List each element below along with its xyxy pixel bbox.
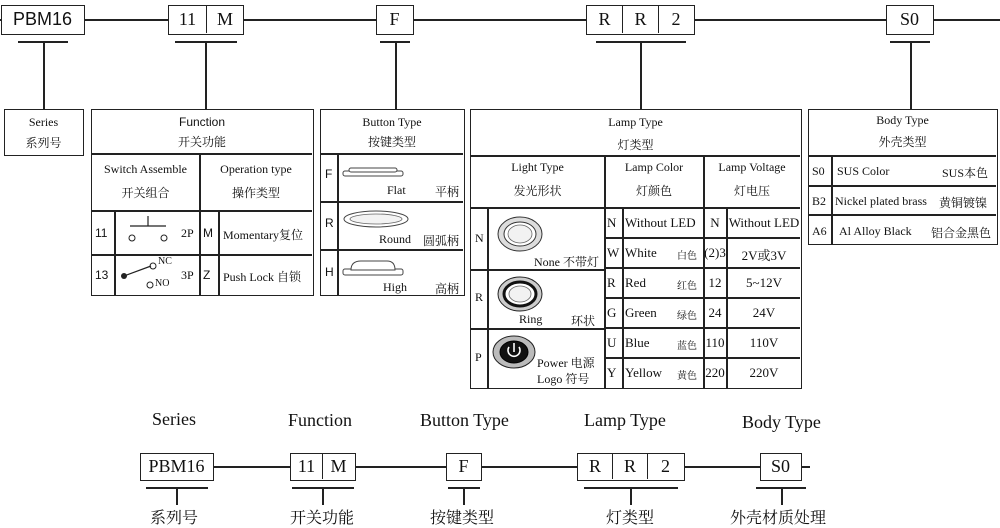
color-cn: 白色 (677, 251, 697, 262)
ring-light-icon (495, 274, 545, 314)
function-col2-en: Operation type (220, 162, 292, 176)
divider (809, 185, 996, 187)
divider (604, 267, 800, 269)
function-panel (91, 109, 314, 296)
color-cn: 蓝色 (677, 341, 697, 352)
button-row-code: F (325, 167, 333, 181)
contact-nc-label: NC (158, 256, 172, 267)
legend-button-en: Button Type (420, 410, 509, 430)
code-function-box (168, 5, 244, 35)
button-row-code: H (325, 265, 334, 279)
light-row-label-en: Ring (519, 312, 543, 326)
voltage-code: 220 (705, 365, 725, 380)
divider (321, 249, 463, 251)
code-button: F (389, 9, 400, 29)
legend-function-box (290, 453, 356, 481)
light-row-code: R (475, 290, 484, 304)
button-connector (395, 41, 397, 109)
legend-code-body: S0 (770, 456, 790, 476)
voltage-code: (2)3 (704, 245, 726, 260)
color-code: Y (607, 365, 617, 380)
light-row-label: None 不带灯 (534, 255, 599, 269)
body-title-cn: 外壳类型 (878, 135, 927, 149)
voltage-value: 220V (749, 365, 779, 380)
legend-lamp-cn: 灯类型 (606, 510, 655, 527)
legend-series-box (140, 453, 214, 481)
function-connector (205, 41, 207, 109)
button-row-en: Flat (387, 183, 406, 197)
color-code: W (607, 245, 620, 260)
function-row-code: 13 (95, 268, 109, 282)
code-lamp-box (586, 5, 695, 35)
function-col1-cn: 开关组合 (121, 186, 170, 200)
voltage-title-en: Lamp Voltage (718, 160, 786, 174)
light-row-label-b: Logo 符号 (537, 372, 590, 386)
voltage-value: 24V (752, 305, 776, 320)
divider (809, 214, 996, 216)
legend-series-en: Series (152, 409, 196, 429)
legend-connector (630, 487, 632, 505)
divider (604, 357, 800, 359)
color-title-cn: 灯颜色 (635, 184, 672, 198)
body-panel (808, 109, 998, 245)
body-row-cn: SUS本色 (942, 166, 989, 180)
color-cn: 绿色 (677, 311, 697, 322)
light-row-code: N (475, 231, 484, 245)
divider (337, 153, 339, 295)
color-en: Without LED (625, 215, 696, 230)
body-row-en: SUS Color (837, 164, 890, 178)
legend-button-cn: 按键类型 (430, 510, 495, 527)
function-row-poles: 2P (181, 226, 194, 240)
legend-code-function-1: 11 (291, 454, 323, 479)
color-code: U (607, 335, 617, 350)
legend-code-function-2: M (330, 456, 347, 476)
code-series: PBM16 (12, 9, 73, 29)
function-col2-cn: 操作类型 (231, 186, 280, 200)
series-panel (4, 109, 84, 156)
button-panel (320, 109, 465, 296)
series-connector (43, 41, 45, 109)
high-button-icon (341, 256, 405, 280)
contact-no-label: NO (155, 278, 170, 289)
divider (92, 153, 312, 155)
function-row-op-code: M (203, 226, 213, 240)
color-code: G (607, 305, 617, 320)
code-body: S0 (899, 9, 919, 29)
round-button-icon (341, 206, 411, 230)
legend-code-series: PBM16 (148, 456, 205, 476)
body-title-en: Body Type (876, 113, 929, 127)
legend-series-cn: 系列号 (150, 510, 199, 527)
function-row-op-code: Z (203, 268, 211, 282)
button-row-code: R (325, 216, 334, 230)
legend-lamp-box (577, 453, 685, 481)
button-title-en: Button Type (362, 115, 422, 129)
code-function-1: 11 (169, 6, 207, 33)
light-row-label-a: Power 电源 (537, 356, 595, 370)
voltage-code: 110 (705, 335, 725, 350)
function-row-op-label: Momentary复位 (223, 228, 303, 242)
lamp-title-en: Lamp Type (608, 115, 663, 129)
color-en: White (625, 245, 657, 260)
color-cn: 红色 (677, 281, 697, 292)
divider (604, 207, 800, 209)
body-row-cn: 黄铜镀镍 (939, 196, 988, 210)
switch-2p-icon (120, 212, 180, 252)
flat-button-icon (341, 162, 405, 182)
button-title-cn: 按键类型 (367, 135, 416, 149)
color-code: R (607, 275, 616, 290)
legend-code-lamp-1: R (578, 454, 613, 479)
color-en: Green (625, 305, 657, 320)
voltage-value: 110V (749, 335, 779, 350)
voltage-value: 5~12V (746, 275, 782, 290)
series-title-cn: 系列号 (25, 136, 62, 150)
body-row-code: S0 (812, 164, 825, 178)
color-en: Blue (625, 335, 650, 350)
button-row-en: High (383, 280, 407, 294)
code-lamp-1: R (587, 6, 623, 33)
body-row-en: Nickel plated brass (835, 194, 927, 208)
legend-code-button: F (458, 456, 469, 476)
switch-3p-icon (117, 256, 182, 296)
code-series-box (1, 5, 85, 35)
divider (604, 327, 800, 329)
divider (809, 155, 996, 157)
lamp-title-cn: 灯类型 (617, 138, 654, 152)
code-function-2: M (216, 9, 233, 29)
voltage-value: Without LED (728, 215, 800, 230)
color-cn: 黄色 (677, 371, 697, 382)
color-code-divider (622, 207, 624, 388)
legend-connector (176, 487, 178, 505)
top-code-line (0, 19, 1000, 21)
body-row-cn: 铝合金黑色 (931, 226, 992, 240)
legend-function-en: Function (288, 410, 353, 430)
none-light-icon (495, 214, 545, 254)
button-row-cn: 高柄 (435, 282, 460, 296)
legend-connector (322, 487, 324, 505)
legend-connector (781, 487, 783, 505)
voltage-title-cn: 灯电压 (733, 184, 770, 198)
divider (604, 237, 800, 239)
code-lamp-3: 2 (671, 9, 681, 29)
button-row-cn: 平柄 (435, 185, 460, 199)
divider (321, 153, 463, 155)
divider (831, 155, 833, 244)
divider (471, 155, 800, 157)
body-connector (910, 41, 912, 109)
color-code: N (607, 215, 617, 230)
voltage-code: N (710, 215, 720, 230)
light-row-label-cn: 环状 (571, 314, 596, 328)
lamp-connector (640, 41, 642, 109)
function-title-cn: 开关功能 (177, 135, 226, 149)
voltage-code: 24 (708, 305, 722, 320)
body-row-code: A6 (812, 224, 827, 238)
light-title-cn: 发光形状 (513, 184, 562, 198)
light-row-code: P (475, 350, 482, 364)
divider (218, 210, 220, 295)
light-title-en: Light Type (511, 160, 564, 174)
function-row-code: 11 (95, 226, 108, 240)
legend-connector (463, 487, 465, 505)
function-row-op-label: Push Lock 自锁 (223, 270, 302, 284)
code-lamp-2: R (623, 6, 659, 33)
body-row-en: Al Alloy Black (839, 224, 912, 238)
legend-function-cn: 开关功能 (290, 510, 355, 527)
power-logo-icon (491, 334, 537, 370)
legend-code-lamp-2: R (613, 454, 648, 479)
color-en: Red (625, 275, 646, 290)
lamp-panel (470, 109, 802, 389)
legend-body-cn: 外壳材质处理 (730, 510, 827, 527)
function-title-en: Function (178, 115, 226, 129)
color-title-en: Lamp Color (624, 160, 684, 174)
code-button-box (376, 5, 414, 35)
divider (487, 207, 489, 388)
color-en: Yellow (625, 365, 662, 380)
button-row-en: Round (379, 232, 412, 246)
function-row-poles: 3P (181, 268, 194, 282)
body-row-code: B2 (812, 194, 827, 208)
code-body-box (886, 5, 934, 35)
voltage-value: 2V或3V (741, 248, 787, 263)
divider (321, 201, 463, 203)
legend-lamp-en: Lamp Type (584, 410, 666, 430)
voltage-code-divider (726, 207, 728, 388)
series-title-en: Series (28, 115, 59, 129)
legend-button-box (446, 453, 482, 481)
voltage-code: 12 (708, 275, 722, 290)
divider (604, 297, 800, 299)
legend-body-en: Body Type (742, 412, 821, 432)
divider (114, 210, 116, 295)
button-row-cn: 圆弧柄 (423, 234, 460, 248)
legend-code-lamp-3: 2 (661, 456, 670, 476)
legend-body-box (760, 453, 802, 481)
function-col1-en: Switch Assemble (104, 162, 187, 176)
